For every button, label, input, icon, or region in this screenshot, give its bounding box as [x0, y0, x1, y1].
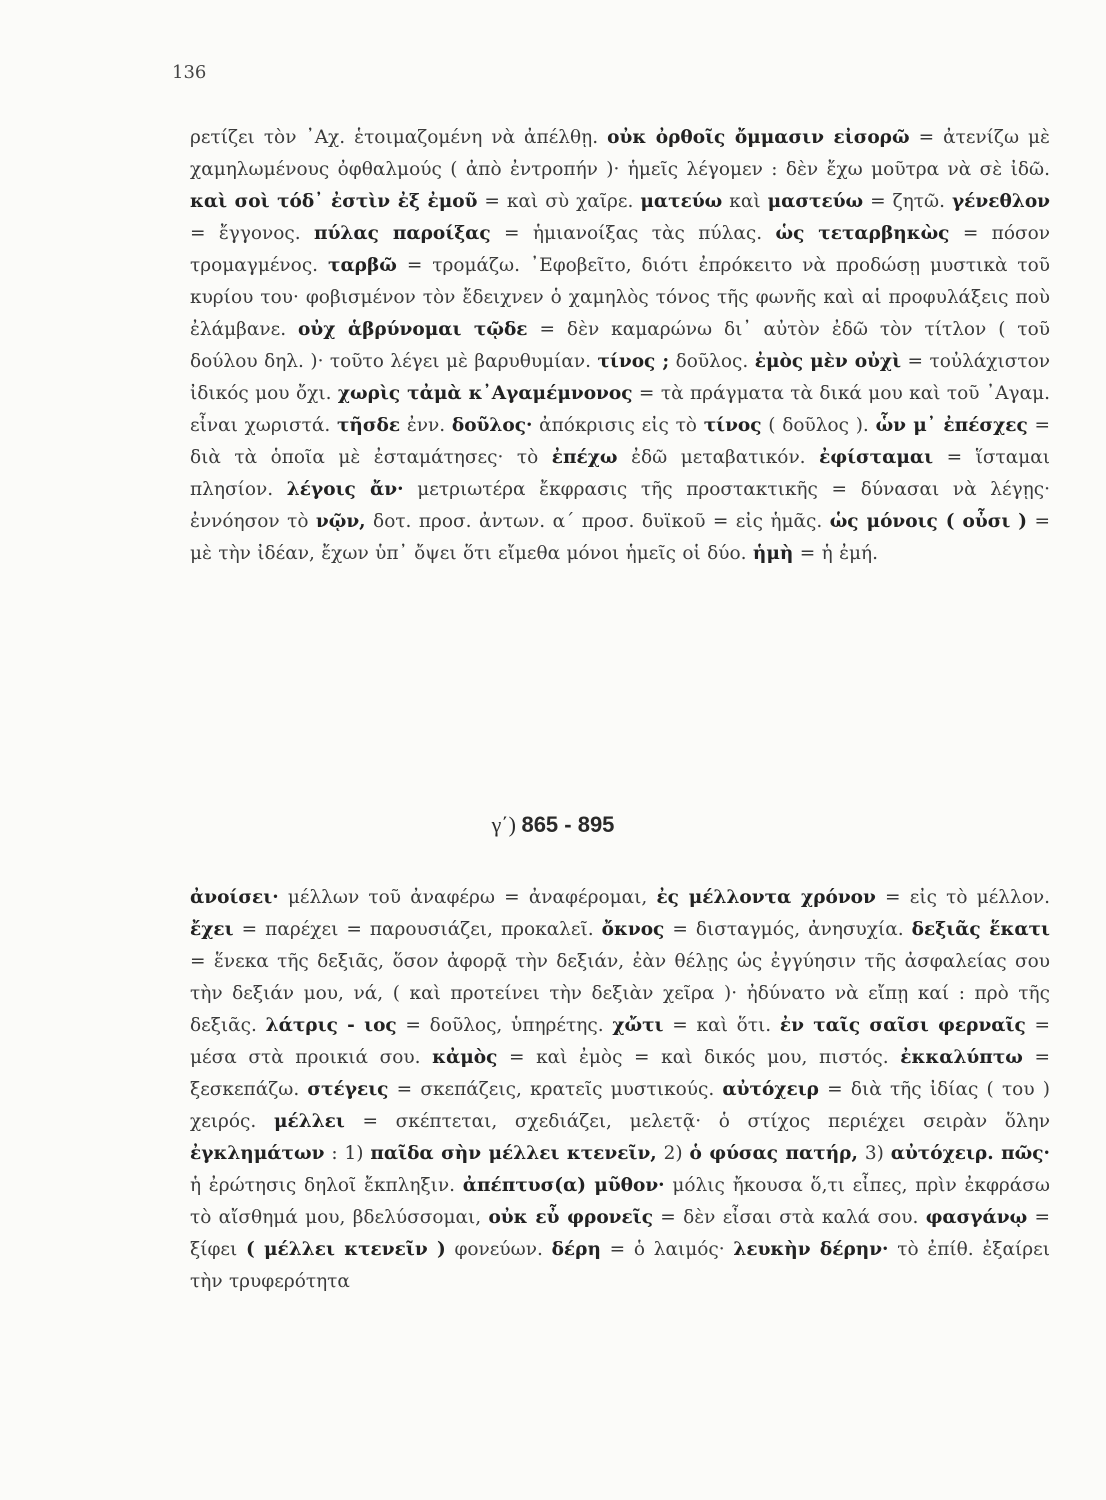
gloss-text: = ξεσκεπάζω. [190, 1047, 1050, 1100]
lemma: δεξιᾶς ἕκατι [911, 919, 1051, 940]
gloss-text: = μὲ τὴν ἰδέαν, ἔχων ὑπ᾿ ὄψει ὅτι εἴμεθα μόνοι ἡμεῖς οἱ δύο. [190, 511, 1050, 564]
gloss-text: καὶ [722, 191, 768, 212]
lemma: ἀνοίσει· [190, 887, 279, 908]
gloss-text: = διὰ τὰ ὁποῖα μὲ ἐσταμάτησες· τὸ [190, 415, 1051, 468]
lemma: καὶ σοὶ τόδ᾿ ἐστὶν ἐξ ἐμοῦ [190, 191, 478, 212]
lemma: ἐκκαλύπτω [900, 1047, 1023, 1068]
lemma: χωρὶς τἀμὰ κ᾿Αγαμέμνονος [337, 383, 633, 404]
gloss-text: μέλλων τοῦ ἀναφέρω = ἀναφέρομαι, [278, 887, 657, 908]
commentary-paragraph-1 [190, 122, 1050, 570]
gloss-text: = καὶ σὺ χαῖρε. [477, 191, 641, 212]
lemma: παῖδα σὴν μέλλει κτενεῖν, [370, 1143, 657, 1164]
lemma: ἐς μέλλοντα χρόνον [656, 887, 876, 908]
gloss-text: = σκεπάζεις, κρατεῖς μυστικούς. [388, 1079, 723, 1100]
lemma: οὐκ ὀρθοῖς ὄμμασιν εἰσορῶ [607, 127, 910, 148]
section-heading [0, 812, 1106, 838]
page-number: 136 [172, 62, 207, 83]
lemma: ὁ φύσας πατήρ, [689, 1143, 858, 1164]
gloss-text: = πόσον τρομαγμένος. [190, 223, 1050, 276]
gloss-text: δοῦλος. [669, 351, 755, 372]
gloss-text: = διὰ τῆς ἰδίας ( του ) χειρός. [190, 1079, 1050, 1132]
lemma: στέγεις [307, 1079, 389, 1100]
lemma: ἡμὴ [752, 543, 794, 564]
lemma: τίνος [703, 415, 762, 436]
gloss-text: = ζητῶ. [863, 191, 952, 212]
lemma: ματεύω [640, 191, 723, 212]
lemma: οὐχ ἁβρύνομαι τῷδε [298, 319, 528, 340]
section-prefix: γ΄) [491, 812, 516, 837]
lemma: δέρη [551, 1239, 601, 1260]
gloss-text: = σκέπτεται, σχεδιάζει, μελετᾷ· ὁ στίχος περιέχει σειρὰν ὅλην [344, 1111, 1050, 1132]
lemma: γένεθλον [951, 191, 1050, 212]
lemma: φασγάνῳ [925, 1207, 1028, 1228]
gloss-text: ( δοῦλος ). [761, 415, 876, 436]
gloss-text: μόλις ἤκουσα ὅ,τι εἶπες, πρὶν ἐκφράσω τὸ αἴσθημά μου, βδελύσσομαι, [190, 1175, 1050, 1228]
gloss-text: = τὰ πράγματα τὰ δικά μου καὶ τοῦ ᾿Αγαμ. εἶναι χωριστά. [190, 383, 1050, 436]
lemma: ὡς τεταρβηκὼς [775, 223, 950, 244]
gloss-text: = ἡμιανοίξας τὰς πύλας. [490, 223, 776, 244]
gloss-text: : 1) [324, 1143, 371, 1164]
lemma: τίνος ; [597, 351, 670, 372]
lemma: ( μέλλει κτενεῖν ) [245, 1239, 446, 1260]
gloss-text: = τοὐλάχιστον ἰδικός μου ὄχι. [190, 351, 1051, 404]
lemma: ὡς μόνοις ( οὖσι ) [829, 511, 1028, 532]
lemma: αὐτόχειρ [722, 1079, 819, 1100]
lemma: ἐπέχω [551, 447, 618, 468]
gloss-text: = ἵσταμαι πλησίον. [190, 447, 1050, 500]
gloss-text: = ἕνεκα τῆς δεξιᾶς, ὅσον ἀφορᾷ τὴν δεξιάν, ἐὰν θέλῃς ὡς ἐγγύησιν τῆς ἀσφαλείας σου τὴν δεξιάν μου, νά, ( καὶ προτείνει τὴν δεξιὰν χεῖρα )· ἠδύνατο νὰ εἴπῃ καί : πρὸ τῆς δεξιᾶς. [190, 951, 1050, 1036]
lemma: νῷν, [315, 511, 366, 532]
lemma: ταρβῶ [328, 255, 397, 276]
gloss-text: = παρέχει = παρουσιάζει, προκαλεῖ. [233, 919, 602, 940]
gloss-text: = τρομάζω. ᾿Εφοβεῖτο, διότι ἐπρόκειτο νὰ προδώσῃ μυστικὰ τοῦ κυρίου του· φοβισμένον τὸν ἔδειχνεν ὁ χαμηλὸς τόνος τῆς φωνῆς καὶ αἱ προφυλάξεις ποὺ ἐλάμβανε. [190, 255, 1050, 340]
lemma: λευκὴν δέρην· [733, 1239, 889, 1260]
gloss-text: φονεύων. [445, 1239, 552, 1260]
lemma: ἐν ταῖς σαῖσι φερναῖς [779, 1015, 1026, 1036]
lemma: χὤτι [612, 1015, 664, 1036]
lemma: ἔχει [190, 919, 234, 940]
commentary-paragraph-2 [190, 882, 1050, 1298]
gloss-text: ἡ ἐρώτησις δηλοῖ ἔκπληξιν. [190, 1175, 463, 1196]
lemma: οὐκ εὖ φρονεῖς [488, 1207, 653, 1228]
gloss-text: = ξίφει [190, 1207, 1051, 1260]
gloss-text: = καὶ ὅτι. [663, 1015, 780, 1036]
lemma: ἀπέπτυσ(α) μῦθον· [462, 1175, 665, 1196]
lemma: ἐμὸς μὲν οὐχὶ [754, 351, 902, 372]
gloss-text: ρετίζει τὸν ᾿Αχ. ἑτοιμαζομένη νὰ ἀπέλθῃ. [190, 127, 608, 148]
lemma: ἐφίσταμαι [819, 447, 934, 468]
gloss-text: ἀπόκρισις εἰς τὸ [532, 415, 704, 436]
gloss-text: δοτ. προσ. ἀντων. α΄ προσ. δυϊκοῦ = εἰς ἡμᾶς. [365, 511, 830, 532]
gloss-text: = ἡ ἐμή. [793, 543, 878, 564]
lemma: αὐτόχειρ. πῶς· [890, 1143, 1050, 1164]
gloss-text: ἐνν. [400, 415, 452, 436]
gloss-text: 3) [857, 1143, 891, 1164]
section-line-range: 865 - 895 [521, 812, 615, 837]
lemma: πύλας παροίξας [314, 223, 491, 244]
gloss-text: = μέσα στὰ προικιά σου. [190, 1015, 1050, 1068]
gloss-text: = δὲν εἶσαι στὰ καλά σου. [652, 1207, 926, 1228]
lemma: λάτρις - ιος [265, 1015, 397, 1036]
lemma: μαστεύω [767, 191, 864, 212]
lemma: δοῦλος· [451, 415, 533, 436]
lemma: τῆσδε [336, 415, 401, 436]
lemma: λέγοις ἄν· [286, 479, 404, 500]
lemma: μέλλει [273, 1111, 345, 1132]
gloss-text: ἐδῶ μεταβατικόν. [617, 447, 820, 468]
gloss-text: = δισταγμός, ἀνησυχία. [664, 919, 912, 940]
lemma: ἐγκλημάτων [190, 1143, 325, 1164]
gloss-text: 2) [656, 1143, 690, 1164]
gloss-text: μετριωτέρα ἔκφρασις τῆς προστακτικῆς = δύνασαι νὰ λέγῃς· ἐννόησον τὸ [190, 479, 1050, 532]
gloss-text: = καὶ ἐμὸς = καὶ δικός μου, πιστός. [497, 1047, 901, 1068]
lemma: ὄκνος [601, 919, 665, 940]
gloss-text: = ὁ λαιμός· [600, 1239, 734, 1260]
gloss-text: = ἀτενίζω μὲ χαμηλωμένους ὀφθαλμούς ( ἀπὸ ἐντροπήν )· ἡμεῖς λέγομεν : δὲν ἔχω μοῦτρα νὰ σὲ ἰδῶ. [190, 127, 1050, 180]
gloss-text: = εἰς τὸ μέλλον. [875, 887, 1050, 908]
gloss-text: τὸ ἐπίθ. ἐξαίρει τὴν τρυφερότητα [190, 1239, 1050, 1292]
gloss-text: = δοῦλος, ὑπηρέτης. [396, 1015, 613, 1036]
lemma: ὧν μ᾿ ἐπέσχες [875, 415, 1028, 436]
gloss-text: = ἔγγονος. [190, 223, 315, 244]
gloss-text: = δὲν καμαρώνω δι᾿ αὐτὸν ἐδῶ τὸν τίτλον ( τοῦ δούλου δηλ. )· τοῦτο λέγει μὲ βαρυθυμίαν. [190, 319, 1051, 372]
lemma: κἀμὸς [432, 1047, 498, 1068]
